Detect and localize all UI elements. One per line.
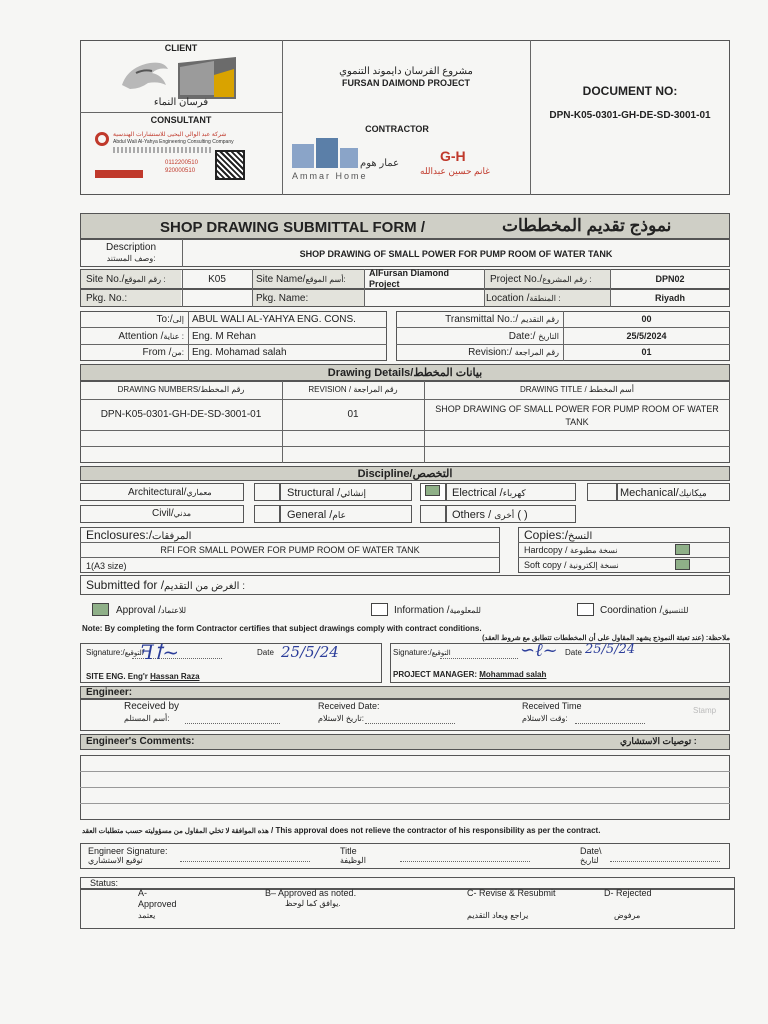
enclosure-line1: RFI FOR SMALL POWER FOR PUMP ROOM OF WATER TANK [160, 545, 420, 555]
project-no-label: Project No./رقم المشروع : [490, 274, 592, 285]
description-label-ar: وصف المستند: [106, 254, 156, 263]
submitted-for-label: Submitted for /الغرض من التقديم : [86, 578, 245, 592]
eng-date-ar: لتاريخ [580, 856, 599, 865]
description-value: SHOP DRAWING OF SMALL POWER FOR PUMP ROOM OF WATER TANK [299, 249, 613, 259]
status-a-ar: يعتمد [138, 911, 156, 920]
status-a[interactable]: A- [138, 888, 147, 898]
drawing-title: SHOP DRAWING OF SMALL POWER FOR PUMP ROOM OF WATER TANK [435, 404, 719, 427]
attention-value: Eng. M Rehan [192, 331, 256, 342]
left-signature-label: Signature:/التوقيع [86, 648, 144, 657]
hardcopy-label: Hardcopy / نسخة مطبوعة [524, 545, 618, 555]
enclosure-line2: 1(A3 size) [86, 561, 127, 571]
discipline-electrical: Electrical /كهرباء [452, 487, 526, 499]
drawing-details-title: Drawing Details/بيانات المخطط [327, 367, 483, 379]
softcopy-label: Soft copy / نسخة إلكترونية [524, 560, 619, 570]
status-b-ar: يوافق كما لوحظ. [285, 899, 341, 908]
drawing-revision: 01 [347, 409, 359, 420]
right-signature-label: Signature:/التوقيع [393, 648, 451, 657]
received-time-label: Received Time [522, 701, 582, 711]
status-d-ar: مرفوض [614, 911, 641, 920]
consultant-name-ar: شركة عبد الوالي اليحيى للاستشارات الهندسية [113, 132, 227, 138]
note-ar: ملاحظة: (عند تعبئة النموذج يشهد المقاول على أن المخططات تتطابق مع شروط العقد) [482, 635, 730, 642]
consultant-name-en: Abdul Wali Al-Yahya Engineering Consulting Company [113, 139, 234, 145]
left-date-label: Date [257, 648, 274, 657]
discipline-mechanical-check[interactable] [587, 483, 617, 501]
discipline-title: Discipline/التخصص [357, 468, 453, 480]
from-value: Eng. Mohamad salah [192, 347, 287, 358]
contractor-logo1-en: Ammar Home [292, 171, 368, 181]
from-label: From /من: [142, 347, 184, 358]
discipline-others-check[interactable] [420, 505, 446, 523]
discipline-general-check[interactable] [254, 505, 280, 523]
status-a-approved: Approved [138, 899, 177, 909]
left-signature: ꟻꝉ~ [140, 640, 180, 664]
document-no: DPN-K05-0301-GH-DE-SD-3001-01 [549, 110, 711, 121]
client-logo-text: فرسان النماء [153, 97, 209, 108]
discipline-structural: Structural /إنشائي [287, 487, 366, 499]
eng-date-label: Date\ [580, 846, 602, 856]
discipline-general: General /عام [287, 509, 346, 521]
site-name-value: AlFursan Diamond Project [369, 268, 450, 289]
right-date-label: Date [565, 648, 582, 657]
col-drawing-numbers: DRAWING NUMBERS/رقم المخطط [117, 385, 245, 394]
discipline-structural-check[interactable] [254, 483, 280, 501]
project-no-value: DPN02 [655, 274, 685, 284]
discipline-mechanical: Mechanical/ميكانيك [620, 487, 707, 499]
contractor-logo2-ar: غانم حسين عبدالله [420, 166, 490, 176]
electrical-checked-mark [425, 485, 440, 496]
comments-title: Engineer's Comments: [86, 736, 195, 747]
softcopy-checkbox[interactable] [675, 559, 690, 570]
eng-signature-ar: توقيع الاستشاري [88, 856, 143, 865]
contractor-label: CONTRACTOR [365, 124, 429, 134]
contractor-logo-gh [420, 148, 520, 188]
pm-label: PROJECT MANAGER: Mohammad salah [393, 670, 547, 679]
date-label: Date:/ التاريخ [508, 331, 559, 342]
approval-checkbox[interactable] [92, 603, 109, 616]
status-d[interactable]: D- Rejected [604, 888, 652, 898]
qr-code [215, 150, 245, 180]
consultant-label: CONSULTANT [150, 115, 212, 125]
attention-label: Attention /عناية : [118, 331, 184, 342]
information-checkbox[interactable] [371, 603, 388, 616]
status-label: Status: [90, 878, 119, 888]
left-date-handwritten: 25/5/24 [281, 643, 339, 661]
status-c-ar: يراجع ويعاد التقديم [467, 911, 529, 920]
date-value: 25/5/2024 [626, 331, 667, 341]
discipline-others: Others / أخرى ( ) [452, 509, 528, 521]
site-no-value: K05 [208, 274, 226, 285]
stamp-label: Stamp [693, 706, 717, 715]
right-signature-scribble: ∽ℓ~ [520, 640, 558, 661]
eng-title-label: Title [340, 846, 357, 856]
project-name-en: FURSAN DAIMOND PROJECT [341, 78, 470, 88]
coordination-checkbox[interactable] [577, 603, 594, 616]
col-revision: REVISION / رقم المراجعة [308, 385, 398, 394]
site-no-label: Site No./رقم الموقع : [86, 274, 166, 285]
document-no-label: DOCUMENT NO: [582, 84, 678, 98]
approval-label: Approval /للاعتماد [116, 605, 187, 616]
consultant-phone2: 920000510 [165, 168, 196, 174]
hardcopy-checkbox[interactable] [675, 544, 690, 555]
form-title-en: SHOP DRAWING SUBMITTAL FORM / [160, 219, 425, 236]
col-drawing-title: DRAWING TITLE / أسم المخطط [520, 385, 634, 394]
note-en: Note: By completing the form Contractor certifies that subject drawings comply with contract conditions. [82, 624, 482, 633]
enclosures-label: Enclosures:/المرفقات [86, 528, 192, 542]
coordination-label: Coordination /للتنسيق [600, 605, 689, 616]
pkg-no-label: Pkg. No.: [86, 293, 128, 304]
received-date-ar: تاريخ الاستلام: [318, 714, 365, 723]
site-name-label: Site Name/أسم الموقع: [256, 274, 346, 285]
engineer-bar [80, 686, 730, 699]
transmittal-no-label: Transmittal No.:/ رقم التقديم [445, 314, 559, 325]
comments-title-ar: توصيات الاستشاري : [620, 736, 697, 746]
site-eng-label: SITE ENG. Eng'r Hassan Raza [86, 672, 200, 681]
received-by-ar: أسم المستلم: [124, 714, 170, 723]
pkg-name-label: Pkg. Name: [256, 293, 309, 304]
transmittal-no-value: 00 [641, 314, 652, 324]
eng-signature-label: Engineer Signature: [88, 846, 168, 856]
right-date-handwritten: 25/5/24 [585, 642, 636, 657]
contractor-logo-ammar [288, 138, 398, 186]
revision-label: Revision:/ رقم المراجعة [468, 347, 559, 358]
eng-title-ar: الوظيفة [340, 856, 366, 865]
received-time-ar: وقت الاستلام: [522, 714, 568, 723]
copies-label: Copies:/النسخ [524, 528, 593, 542]
received-date-label: Received Date: [318, 701, 380, 711]
contractor-logo2: G-H [440, 148, 466, 164]
status-b[interactable]: B– Approved as noted. [265, 888, 357, 898]
consultant-logo [95, 130, 255, 185]
location-label: Location /المنطقة : [486, 293, 561, 304]
disclaimer: هذه الموافقة لا تخلي المقاول من مسؤوليته حسب متطلبات العقد / This approval does not relieve the contractor of his responsibility as per the contract. [82, 826, 601, 835]
contractor-logo1-ar: عمار هوم [360, 158, 400, 169]
to-value: ABUL WALI AL-YAHYA ENG. CONS. [192, 314, 356, 325]
received-by-label: Received by [124, 701, 180, 712]
location-value: Riyadh [654, 293, 685, 303]
client-label: CLIENT [164, 43, 198, 53]
information-label: Information /للمعلومية [394, 605, 481, 616]
project-name-ar: مشروع الفرسان دايموند التنموي [339, 66, 473, 77]
form-title-ar: نموذج تقديم المخططات [502, 216, 672, 235]
drawing-number: DPN-K05-0301-GH-DE-SD-3001-01 [100, 409, 262, 420]
engineer-title: Engineer: [86, 687, 133, 698]
to-label: To:/إلى [156, 314, 184, 325]
description-label: Description [105, 242, 157, 253]
revision-value: 01 [641, 347, 652, 357]
consultant-phone1: 0112200510 [165, 160, 198, 166]
status-c[interactable]: C- Revise & Resubmit [467, 888, 556, 898]
